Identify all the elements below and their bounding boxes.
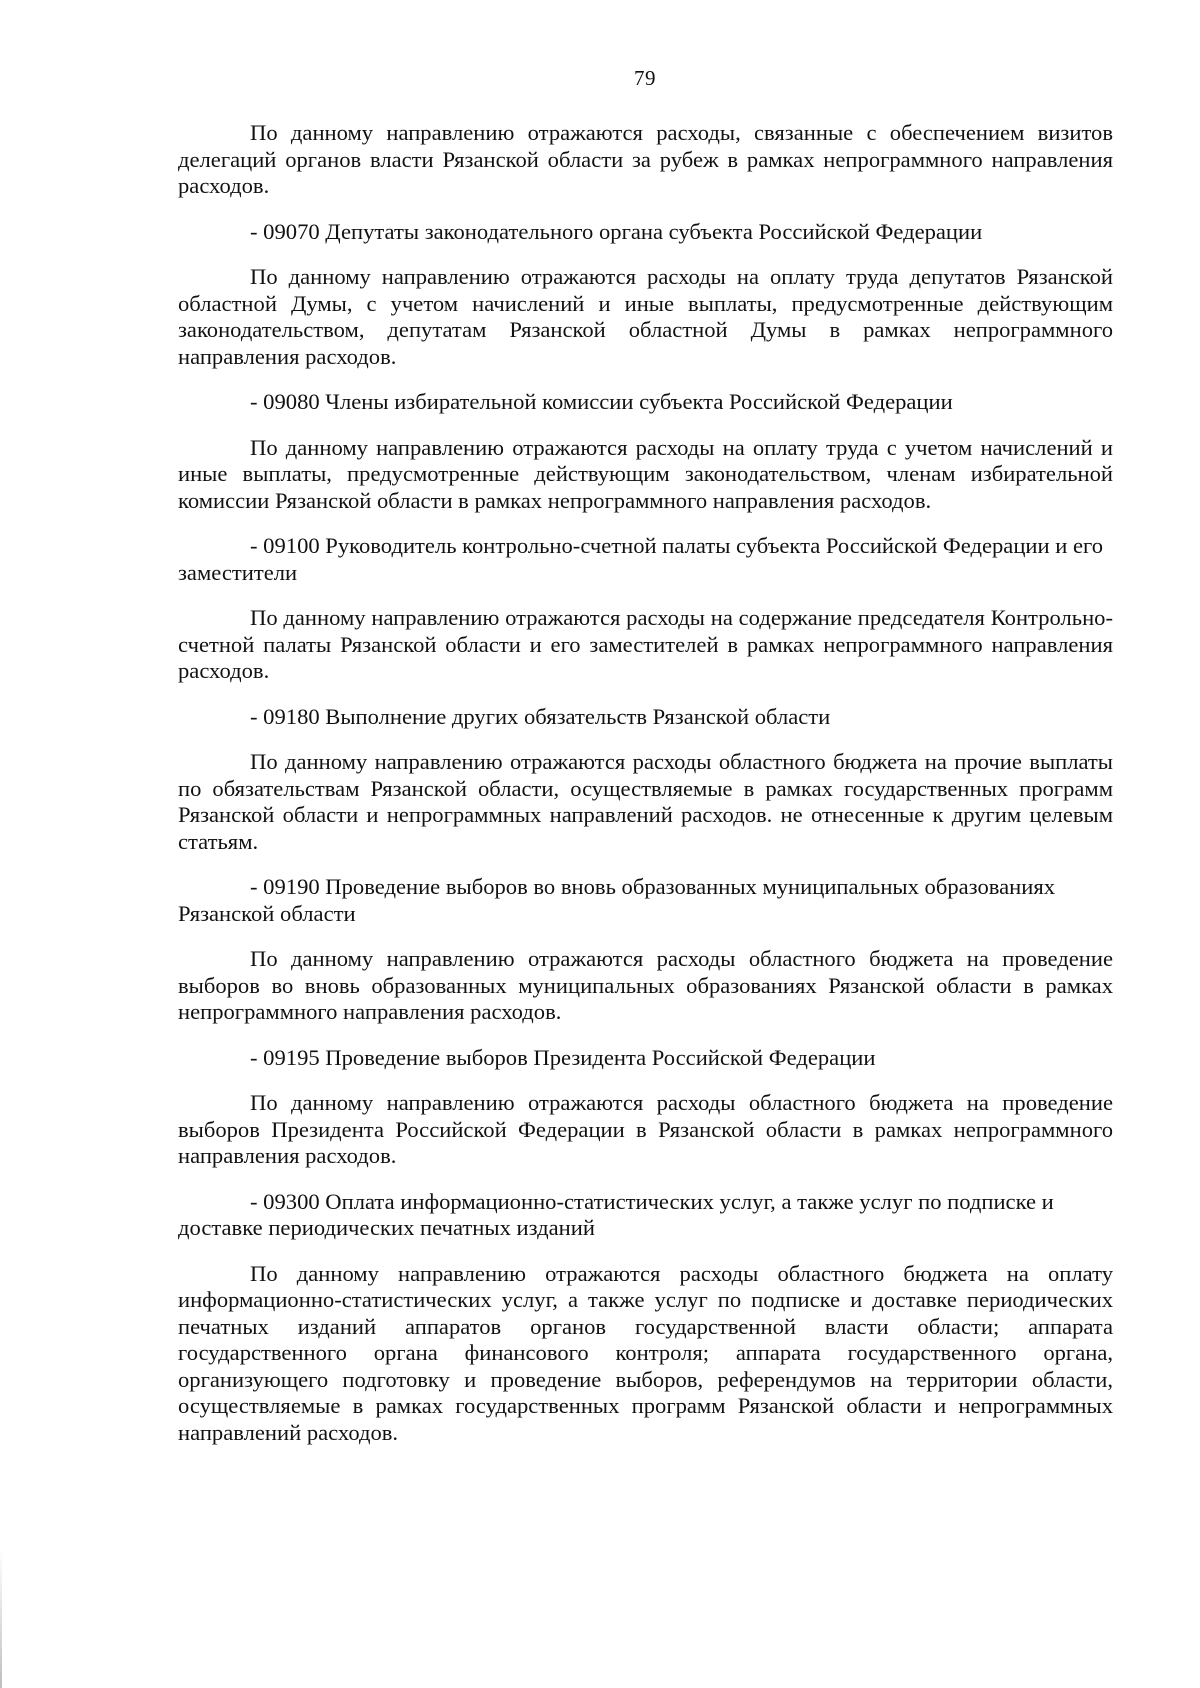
- section-heading: [178, 704, 1113, 731]
- section-heading-text: - 09190 Проведение выборов во вновь образованных муниципальных образованиях Рязанской области: [178, 874, 1056, 926]
- paragraph-text: По данному направлению отражаются расходы на оплату труда с учетом начислений и иные выплаты, предусмотренные действующим законодательством, членам избирательной комиссии Рязанской области в рамках непрограммного направления расходов.: [178, 434, 1113, 513]
- scan-edge-shadow: [0, 1548, 2, 1688]
- paragraph: [178, 264, 1113, 370]
- paragraph: [178, 605, 1113, 685]
- paragraph: [178, 120, 1113, 200]
- paragraph-text: По данному направлению отражаются расходы областного бюджета на прочие выплаты по обязательствам Рязанской области, осуществляемые в рамках государственных программ Рязанской области и непрограммных направлений расходов. не отнесенные к другим целевым статьям.: [178, 749, 1113, 854]
- paragraph-text: По данному направлению отражаются расходы, связанные с обеспечением визитов делегаций органов власти Рязанской области за рубеж в рамках непрограммного направления расходов.: [178, 120, 1113, 198]
- paragraph-text: По данному направлению отражаются расходы областного бюджета на проведение выборов во вновь образованных муниципальных образованиях Рязанской области в рамках непрограммного направления расходов.: [178, 946, 1113, 1024]
- paragraph-text: По данному направлению отражаются расходы областного бюджета на оплату информационно-статистических услуг, а также услуг по подписке и доставке периодических печатных изданий аппаратов органов государственной власти области; аппарата государственного органа финансового контроля; аппарата государственного органа, организующего подготовку и проведение выборов, референдумов на территории области, осуществляемые в рамках государственных программ Рязанской области и непрограммных направлений расходов.: [178, 1260, 1113, 1445]
- section-heading: [178, 389, 1113, 416]
- section-heading-text: - 09300 Оплата информационно-статистических услуг, а также услуг по подписке и доставке периодических печатных изданий: [178, 1188, 1054, 1240]
- section-heading-text: - 09100 Руководитель контрольно-счетной палаты субъекта Российской Федерации и его заместители: [178, 533, 1104, 585]
- paragraph: [178, 946, 1113, 1026]
- section-heading: [178, 1045, 1113, 1072]
- section-heading-text: - 09195 Проведение выборов Президента Российской Федерации: [250, 1044, 876, 1070]
- section-heading-text: - 09070 Депутаты законодательного органа субъекта Российской Федерации: [250, 218, 983, 244]
- paragraph: [178, 749, 1113, 855]
- paragraph: [178, 1090, 1113, 1170]
- paragraph: [178, 435, 1113, 515]
- section-heading: [178, 1189, 1113, 1242]
- section-heading: [178, 219, 1113, 246]
- section-heading-text: - 09080 Члены избирательной комиссии субъекта Российской Федерации: [250, 389, 953, 414]
- paragraph-text: По данному направлению отражаются расходы областного бюджета на проведение выборов Президента Российской Федерации в Рязанской области в рамках непрограммного направления расходов.: [178, 1090, 1113, 1168]
- page-number: 79: [634, 66, 656, 90]
- section-heading: [178, 533, 1113, 586]
- document-body: [178, 120, 1113, 1465]
- paragraph-text: По данному направлению отражаются расходы на содержание председателя Контрольно-счетной палаты Рязанской области и его заместителей в рамках непрограммного направления расходов.: [178, 605, 1113, 683]
- section-heading-text: - 09180 Выполнение других обязательств Рязанской области: [250, 703, 831, 729]
- paragraph-text: По данному направлению отражаются расходы на оплату труда депутатов Рязанской областной Думы, с учетом начислений и иные выплаты, предусмотренные действующим законодательством, депутатам Рязанской областной Думы в рамках непрограммного направления расходов.: [178, 264, 1113, 369]
- section-heading: [178, 874, 1113, 927]
- paragraph: [178, 1261, 1113, 1447]
